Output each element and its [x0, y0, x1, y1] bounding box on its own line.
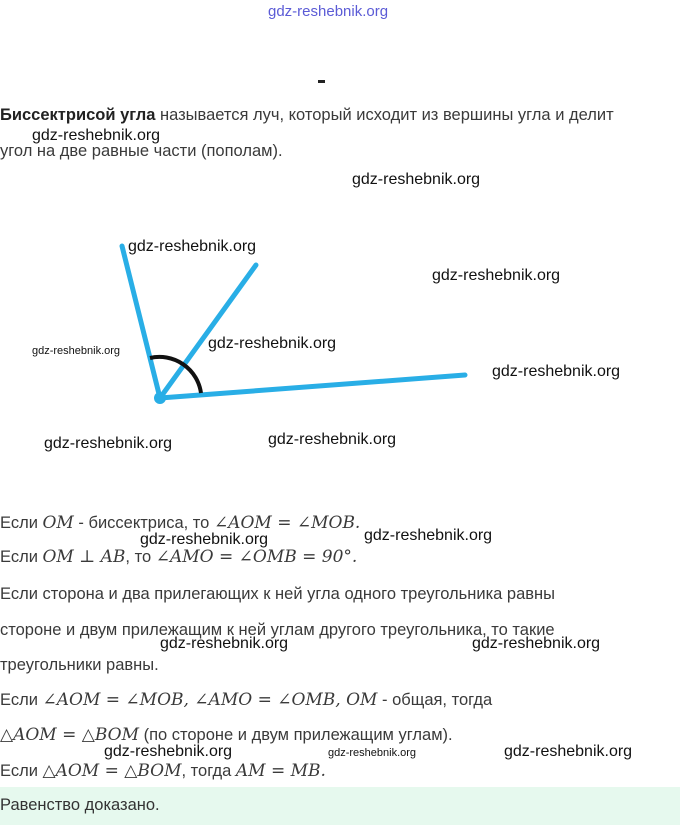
- proof-line-7: [0, 725, 453, 745]
- text: - общая, тогда: [377, 691, 493, 709]
- watermark: gdz-reshebnik.org: [472, 635, 601, 652]
- text: (по стороне и двум прилежащим углам).: [138, 726, 453, 744]
- watermark: gdz-reshebnik.org: [44, 435, 173, 452]
- math-triangle-equality: △AOM = △BOM: [0, 725, 139, 745]
- text: , тогда: [181, 762, 236, 780]
- proof-line-6: [0, 690, 492, 710]
- watermark: gdz-reshebnik.org: [504, 743, 633, 760]
- watermark: gdz-reshebnik.org: [492, 363, 621, 380]
- ray-oa: [122, 246, 160, 398]
- text: Если: [0, 762, 43, 780]
- asa-line-1: Если сторона и два прилегающих к ней угла одного треугольника равны: [0, 585, 556, 603]
- asa-line-2: стороне и двум прилежащим к ней углам другого треугольника, то такие: [0, 621, 555, 639]
- watermark: gdz-reshebnik.org: [128, 238, 257, 255]
- definition-text: называется луч, который исходит из вершины угла и делит: [155, 106, 614, 124]
- math-right-angles: ∠AMO = ∠OMB = 90°.: [155, 547, 358, 567]
- watermark: gdz-reshebnik.org: [140, 531, 269, 548]
- proof-line-1: [0, 513, 360, 533]
- watermark: gdz-reshebnik.org: [32, 127, 161, 144]
- math-segment-equality: AM = MB.: [235, 761, 326, 781]
- result-text: Равенство доказано.: [0, 796, 160, 814]
- math-conditions: ∠AOM = ∠MOB, ∠AMO = ∠OMB, OM: [42, 690, 378, 710]
- watermark: gdz-reshebnik.org: [432, 267, 561, 284]
- watermark: gdz-reshebnik.org: [328, 747, 417, 759]
- watermark: gdz-reshebnik.org: [160, 635, 289, 652]
- watermark: gdz-reshebnik.org: [104, 743, 233, 760]
- watermark: gdz-reshebnik.org: [32, 345, 121, 357]
- math-angle-equality: ∠AOM = ∠MOB.: [213, 513, 361, 533]
- ray-om-bisector: [160, 265, 256, 398]
- proof-line-2: [0, 547, 357, 567]
- math-triangle-equality: △AOM = △BOM: [42, 761, 182, 781]
- result-box: [0, 787, 680, 825]
- math-perpendicular: OM ⊥ AB: [42, 547, 126, 567]
- asa-line-3: треугольники равны.: [0, 656, 159, 674]
- watermark: gdz-reshebnik.org: [208, 335, 337, 352]
- definition-line-2: угол на две равные части (пополам).: [0, 142, 283, 160]
- watermark: gdz-reshebnik.org: [268, 431, 397, 448]
- proof-line-8: [0, 761, 326, 781]
- ray-ob: [160, 375, 465, 398]
- text: Если: [0, 691, 43, 709]
- site-url-header[interactable]: gdz-reshebnik.org: [268, 3, 389, 20]
- watermark: gdz-reshebnik.org: [364, 527, 493, 544]
- text: - биссектриса, то: [73, 514, 214, 532]
- text: Если: [0, 548, 43, 566]
- watermark: gdz-reshebnik.org: [352, 171, 481, 188]
- math-om: OM: [42, 513, 74, 533]
- text: , то: [125, 548, 156, 566]
- text: Если: [0, 514, 43, 532]
- vertex-point: [154, 392, 166, 404]
- definition-term: Биссектрисой угла: [0, 106, 156, 124]
